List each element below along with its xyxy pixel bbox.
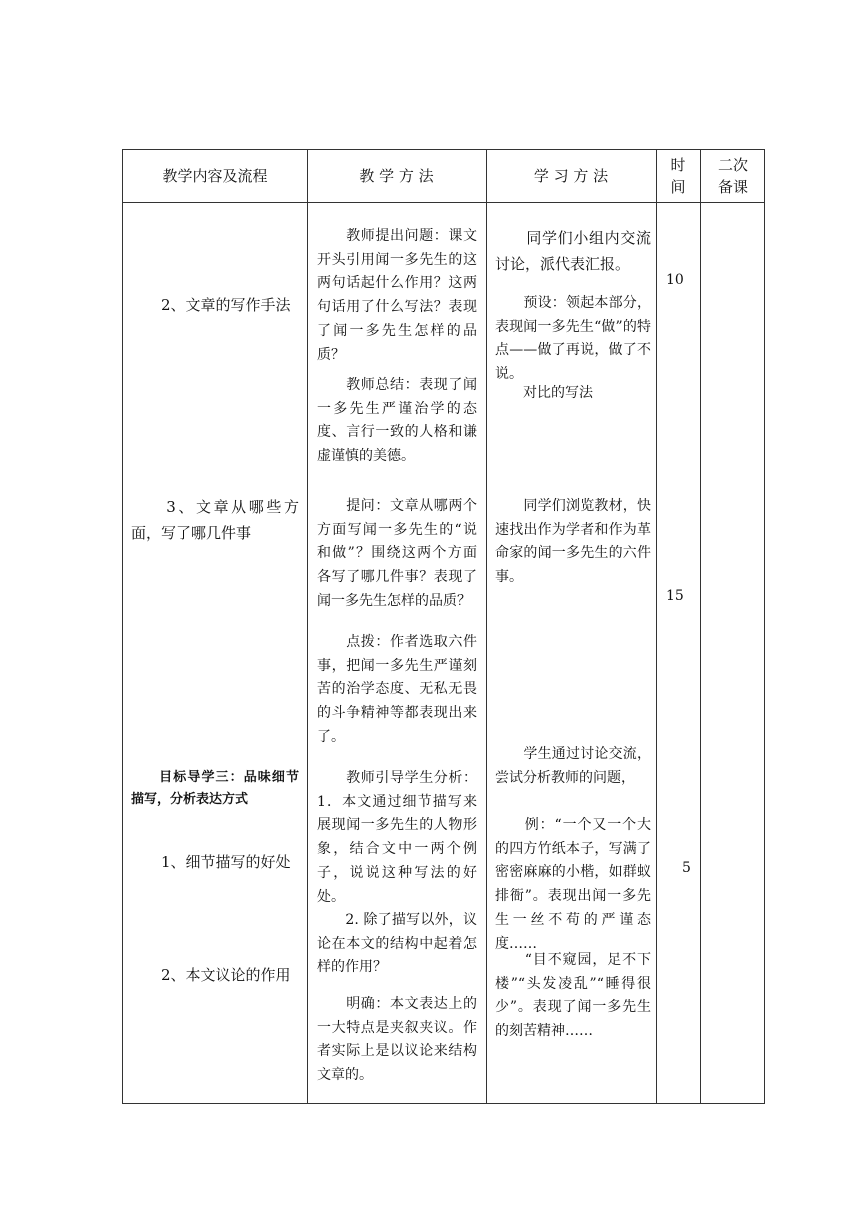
teaching-guide: 教师引导学生分析：1．本文通过细节描写来展现闻一多先生的人物形象，结合文中一两个例子，说说这种写法的好处。 — [317, 770, 477, 905]
column-divider — [486, 150, 487, 1103]
teaching-summary-1: 教师总结：表现了闻一多先生严谨治学的态度、言行一致的人格和谦虚谨慎的美德。 — [317, 377, 477, 465]
time-value: 5 — [682, 860, 691, 876]
content-item-argument-role: 2、本文议论的作用 — [131, 966, 291, 984]
teaching-question-1: 教师提出问题：课文开头引用闻一多先生的这两句话起什么作用？这两句话用了什么写法？表现了闻一多先生怎样的品质？ — [317, 228, 477, 363]
learning-example-1: 例：“一个又一个大的四方竹纸本子，写满了密密麻麻的小楷，如群蚁排衙”。表现出闻一多先生一丝不苟的严谨态度…… — [495, 817, 651, 952]
content-item-writing-technique: 2、文章的写作手法 — [131, 296, 291, 314]
header-content-flow: 教学内容及流程 — [162, 167, 268, 185]
teaching-question-2: 提问：文章从哪两个方面写闻一多先生的“说和做”？围绕这两个方面各写了哪几件事？表现了闻一多先生怎样的品质？ — [317, 498, 477, 609]
time-value: 10 — [666, 272, 684, 288]
learning-discussion: 同学们小组内交流讨论，派代表汇报。 — [495, 229, 651, 273]
learning-analysis: 学生通过讨论交流，尝试分析教师的问题， — [495, 746, 651, 786]
learning-browse: 同学们浏览教材，快速找出作为学者和作为革命家的闻一多先生的六件事。 — [495, 498, 651, 586]
lesson-plan-table — [122, 149, 765, 1104]
learning-preset: 预设：领起本部分，表现闻一多先生“做”的特点——做了再说，做了不说。 — [495, 295, 651, 383]
content-item-detail-benefit: 1、细节描写的好处 — [131, 853, 291, 871]
content-goal-three: 目标导学三：品味细节描写，分析表达方式 — [131, 770, 299, 807]
header-second-prep: 二次 备课 — [717, 156, 748, 196]
header-teaching-method: 教 学 方 法 — [359, 167, 434, 185]
column-divider — [307, 150, 308, 1103]
header-time: 时 间 — [670, 156, 686, 196]
column-divider — [656, 150, 657, 1103]
header-divider — [123, 202, 764, 203]
content-item-aspects-events: 3、文章从哪些方面，写了哪几件事 — [131, 498, 299, 542]
learning-example-2: “目不窥园，足不下楼”“头发凌乱”“睡得很少”。表现了闻一多先生的刻苦精神…… — [495, 952, 651, 1040]
column-divider — [700, 150, 701, 1103]
teaching-question-3: 2. 除了描写以外，议论在本文的结构中起着怎样的作用？ — [317, 912, 477, 976]
teaching-hint: 点拨：作者选取六件事，把闻一多先生严谨刻苦的治学态度、无私无畏的斗争精神等都表现出来了。 — [317, 634, 477, 745]
teaching-clarify: 明确：本文表达上的一大特点是夹叙夹议。作者实际上是以议论来结构文章的。 — [317, 996, 477, 1084]
learning-contrast: 对比的写法 — [495, 385, 593, 401]
header-learning-method: 学 习 方 法 — [533, 167, 609, 185]
time-value: 15 — [666, 588, 684, 604]
